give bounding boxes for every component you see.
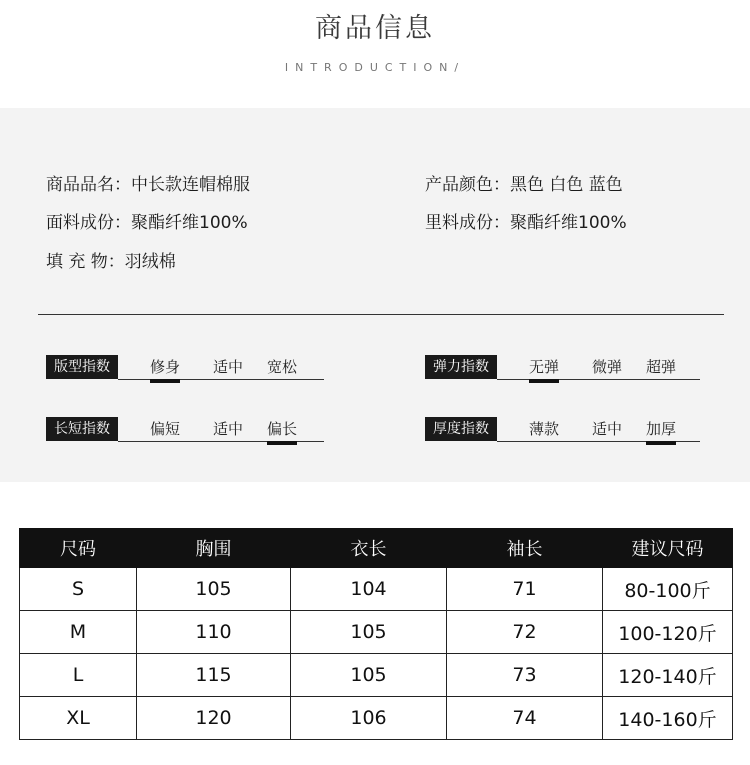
cell-recommended: 100-120斤 xyxy=(603,611,733,654)
table-row xyxy=(20,654,733,697)
thickness-index xyxy=(425,414,705,448)
section-header xyxy=(0,0,750,108)
cell-chest: 120 xyxy=(137,697,291,740)
cell-recommended: 80-100斤 xyxy=(603,568,733,611)
thickness-option-thin: 薄款 xyxy=(529,420,560,438)
product-name: 商品品名：中长款连帽棉服 xyxy=(46,175,250,195)
elasticity-index xyxy=(425,352,705,386)
fit-index-scale xyxy=(118,379,324,380)
table-row xyxy=(20,568,733,611)
product-color: 产品颜色：黑色 白色 蓝色 xyxy=(425,175,623,195)
header-sleeve: 袖长 xyxy=(447,529,603,568)
table-row xyxy=(20,611,733,654)
product-info-panel xyxy=(0,108,750,482)
header-size: 尺码 xyxy=(20,529,137,568)
elastic-option-super: 超弹 xyxy=(646,358,677,376)
cell-size: S xyxy=(20,568,137,611)
cell-sleeve: 72 xyxy=(447,611,603,654)
fit-option-slim: 修身 xyxy=(150,358,181,376)
cell-size: L xyxy=(20,654,137,697)
header-chest: 胸围 xyxy=(137,529,291,568)
size-chart-table xyxy=(19,528,733,740)
cell-recommended: 120-140斤 xyxy=(603,654,733,697)
table-header-row xyxy=(20,529,733,568)
fit-option-regular: 适中 xyxy=(213,358,244,376)
thickness-option-thick: 加厚 xyxy=(646,420,677,438)
section-title: 商品信息 xyxy=(315,13,435,44)
cell-sleeve: 71 xyxy=(447,568,603,611)
thickness-option-regular: 适中 xyxy=(592,420,623,438)
length-index-label: 长短指数 xyxy=(46,417,118,441)
cell-length: 104 xyxy=(291,568,447,611)
cell-chest: 110 xyxy=(137,611,291,654)
info-divider xyxy=(38,314,724,315)
cell-size: M xyxy=(20,611,137,654)
filling-material: 填 充 物：羽绒棉 xyxy=(46,252,176,272)
cell-sleeve: 74 xyxy=(447,697,603,740)
length-index xyxy=(46,414,326,448)
fit-option-loose: 宽松 xyxy=(267,358,298,376)
length-option-regular: 适中 xyxy=(213,420,244,438)
header-recommended: 建议尺码 xyxy=(603,529,733,568)
cell-chest: 105 xyxy=(137,568,291,611)
cell-sleeve: 73 xyxy=(447,654,603,697)
table-row xyxy=(20,697,733,740)
header-length: 衣长 xyxy=(291,529,447,568)
elastic-option-slight: 微弹 xyxy=(592,358,623,376)
fit-index-label: 版型指数 xyxy=(46,355,118,379)
cell-size: XL xyxy=(20,697,137,740)
elasticity-index-scale xyxy=(497,379,700,380)
section-subtitle: INTRODUCTION/ xyxy=(284,61,466,74)
fit-index xyxy=(46,352,326,386)
thickness-index-label: 厚度指数 xyxy=(425,417,497,441)
length-option-short: 偏短 xyxy=(150,420,181,438)
cell-length: 105 xyxy=(291,611,447,654)
lining-composition: 里料成份：聚酯纤维100% xyxy=(425,213,627,233)
length-option-long: 偏长 xyxy=(267,420,298,438)
elastic-option-none: 无弹 xyxy=(529,358,560,376)
cell-chest: 115 xyxy=(137,654,291,697)
cell-length: 105 xyxy=(291,654,447,697)
elasticity-index-label: 弹力指数 xyxy=(425,355,497,379)
cell-recommended: 140-160斤 xyxy=(603,697,733,740)
cell-length: 106 xyxy=(291,697,447,740)
fabric-composition: 面料成份：聚酯纤维100% xyxy=(46,213,248,233)
